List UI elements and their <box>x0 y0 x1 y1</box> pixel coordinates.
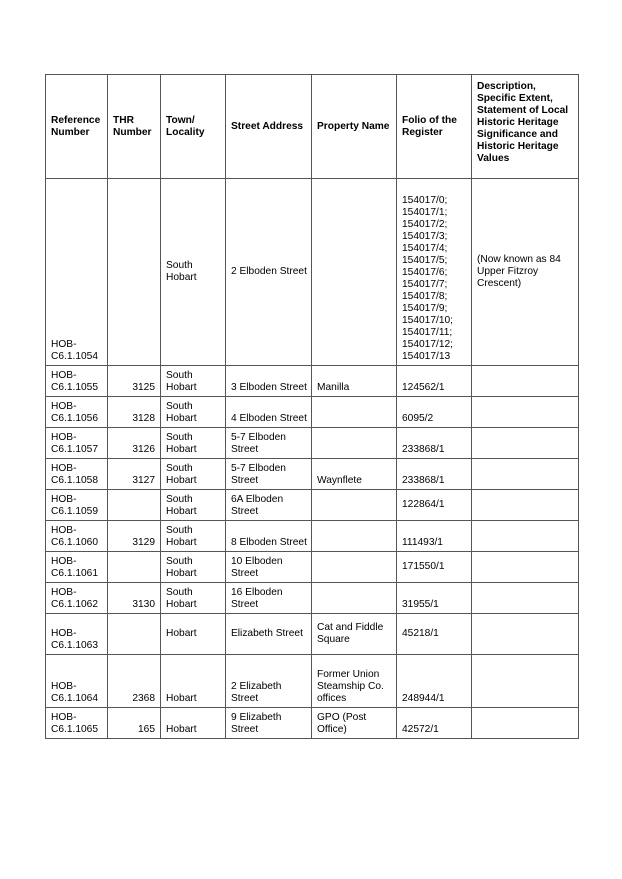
street-cell: 5-7 Elboden Street <box>226 428 312 459</box>
table-row <box>46 708 579 739</box>
thr-cell: 2368 <box>108 655 161 708</box>
description-cell <box>472 614 579 655</box>
folio-cell: 124562/1 <box>397 366 472 397</box>
street-cell: 2 Elboden Street <box>226 179 312 366</box>
thr-cell: 165 <box>108 708 161 739</box>
folio-cell: 45218/1 <box>397 614 472 655</box>
folio-cell: 154017/0; 154017/1; 154017/2; 154017/3; 154017/4; 154017/5; 154017/6; 154017/7; 154017/8; 154017/9; 154017/10; 154017/11; 154017/12; 154017/13 <box>397 179 472 366</box>
property-cell: GPO (Post Office) <box>312 708 397 739</box>
col-header-street: Street Address <box>226 75 312 179</box>
town-cell: South Hobart <box>161 366 226 397</box>
thr-cell <box>108 552 161 583</box>
town-cell: Hobart <box>161 655 226 708</box>
table-row <box>46 366 579 397</box>
thr-cell: 3127 <box>108 459 161 490</box>
street-cell: 4 Elboden Street <box>226 397 312 428</box>
street-cell: 6A Elboden Street <box>226 490 312 521</box>
description-cell <box>472 428 579 459</box>
thr-cell: 3129 <box>108 521 161 552</box>
col-header-thr: THR Number <box>108 75 161 179</box>
reference-cell: HOB-C6.1.1057 <box>46 428 108 459</box>
description-cell <box>472 521 579 552</box>
town-cell: South Hobart <box>161 521 226 552</box>
table-row <box>46 655 579 708</box>
town-cell: South Hobart <box>161 552 226 583</box>
reference-cell: HOB-C6.1.1062 <box>46 583 108 614</box>
street-cell: 5-7 Elboden Street <box>226 459 312 490</box>
description-cell <box>472 490 579 521</box>
reference-cell: HOB-C6.1.1058 <box>46 459 108 490</box>
property-cell <box>312 490 397 521</box>
description-cell <box>472 708 579 739</box>
thr-cell: 3125 <box>108 366 161 397</box>
town-cell: South Hobart <box>161 490 226 521</box>
town-cell: South Hobart <box>161 397 226 428</box>
table-row <box>46 397 579 428</box>
folio-cell: 111493/1 <box>397 521 472 552</box>
property-cell <box>312 428 397 459</box>
reference-cell: HOB-C6.1.1061 <box>46 552 108 583</box>
reference-cell: HOB-C6.1.1060 <box>46 521 108 552</box>
thr-cell: 3126 <box>108 428 161 459</box>
thr-cell <box>108 490 161 521</box>
reference-cell: HOB-C6.1.1064 <box>46 655 108 708</box>
street-cell: 10 Elboden Street <box>226 552 312 583</box>
header-row <box>46 75 579 179</box>
town-cell: Hobart <box>161 614 226 655</box>
table-row <box>46 614 579 655</box>
thr-cell: 3128 <box>108 397 161 428</box>
reference-cell: HOB-C6.1.1054 <box>46 179 108 366</box>
description-cell <box>472 397 579 428</box>
reference-cell: HOB-C6.1.1059 <box>46 490 108 521</box>
street-cell: 16 Elboden Street <box>226 583 312 614</box>
col-header-description: Description, Specific Extent, Statement of Local Historic Heritage Significance and Historic Heritage Values <box>472 75 579 179</box>
folio-cell: 233868/1 <box>397 459 472 490</box>
town-cell: South Hobart <box>161 428 226 459</box>
property-cell <box>312 521 397 552</box>
description-cell: (Now known as 84 Upper Fitzroy Crescent) <box>472 179 579 366</box>
reference-cell: HOB-C6.1.1065 <box>46 708 108 739</box>
reference-cell: HOB-C6.1.1056 <box>46 397 108 428</box>
folio-cell: 233868/1 <box>397 428 472 459</box>
description-cell <box>472 366 579 397</box>
reference-cell: HOB-C6.1.1063 <box>46 614 108 655</box>
property-cell: Manilla <box>312 366 397 397</box>
town-cell: South Hobart <box>161 179 226 366</box>
table-row <box>46 428 579 459</box>
table-row <box>46 459 579 490</box>
property-cell: Waynflete <box>312 459 397 490</box>
town-cell: South Hobart <box>161 459 226 490</box>
description-cell <box>472 583 579 614</box>
folio-cell: 31955/1 <box>397 583 472 614</box>
folio-cell: 248944/1 <box>397 655 472 708</box>
street-cell: 8 Elboden Street <box>226 521 312 552</box>
reference-cell: HOB-C6.1.1055 <box>46 366 108 397</box>
table-row <box>46 583 579 614</box>
town-cell: South Hobart <box>161 583 226 614</box>
street-cell: 9 Elizabeth Street <box>226 708 312 739</box>
col-header-reference: Reference Number <box>46 75 108 179</box>
property-cell <box>312 397 397 428</box>
description-cell <box>472 655 579 708</box>
property-cell: Cat and Fiddle Square <box>312 614 397 655</box>
town-cell: Hobart <box>161 708 226 739</box>
table-row <box>46 490 579 521</box>
property-cell <box>312 583 397 614</box>
folio-cell: 171550/1 <box>397 552 472 583</box>
description-cell <box>472 552 579 583</box>
col-header-town: Town/ Locality <box>161 75 226 179</box>
street-cell: 2 Elizabeth Street <box>226 655 312 708</box>
property-cell: Former Union Steamship Co. offices <box>312 655 397 708</box>
thr-cell <box>108 614 161 655</box>
col-header-folio: Folio of the Register <box>397 75 472 179</box>
folio-cell: 122864/1 <box>397 490 472 521</box>
property-cell <box>312 179 397 366</box>
property-cell <box>312 552 397 583</box>
table-row <box>46 179 579 366</box>
description-cell <box>472 459 579 490</box>
street-cell: 3 Elboden Street <box>226 366 312 397</box>
thr-cell <box>108 179 161 366</box>
col-header-property: Property Name <box>312 75 397 179</box>
table-row <box>46 521 579 552</box>
table-row <box>46 552 579 583</box>
street-cell: Elizabeth Street <box>226 614 312 655</box>
folio-cell: 6095/2 <box>397 397 472 428</box>
thr-cell: 3130 <box>108 583 161 614</box>
folio-cell: 42572/1 <box>397 708 472 739</box>
heritage-register-table <box>45 74 579 739</box>
